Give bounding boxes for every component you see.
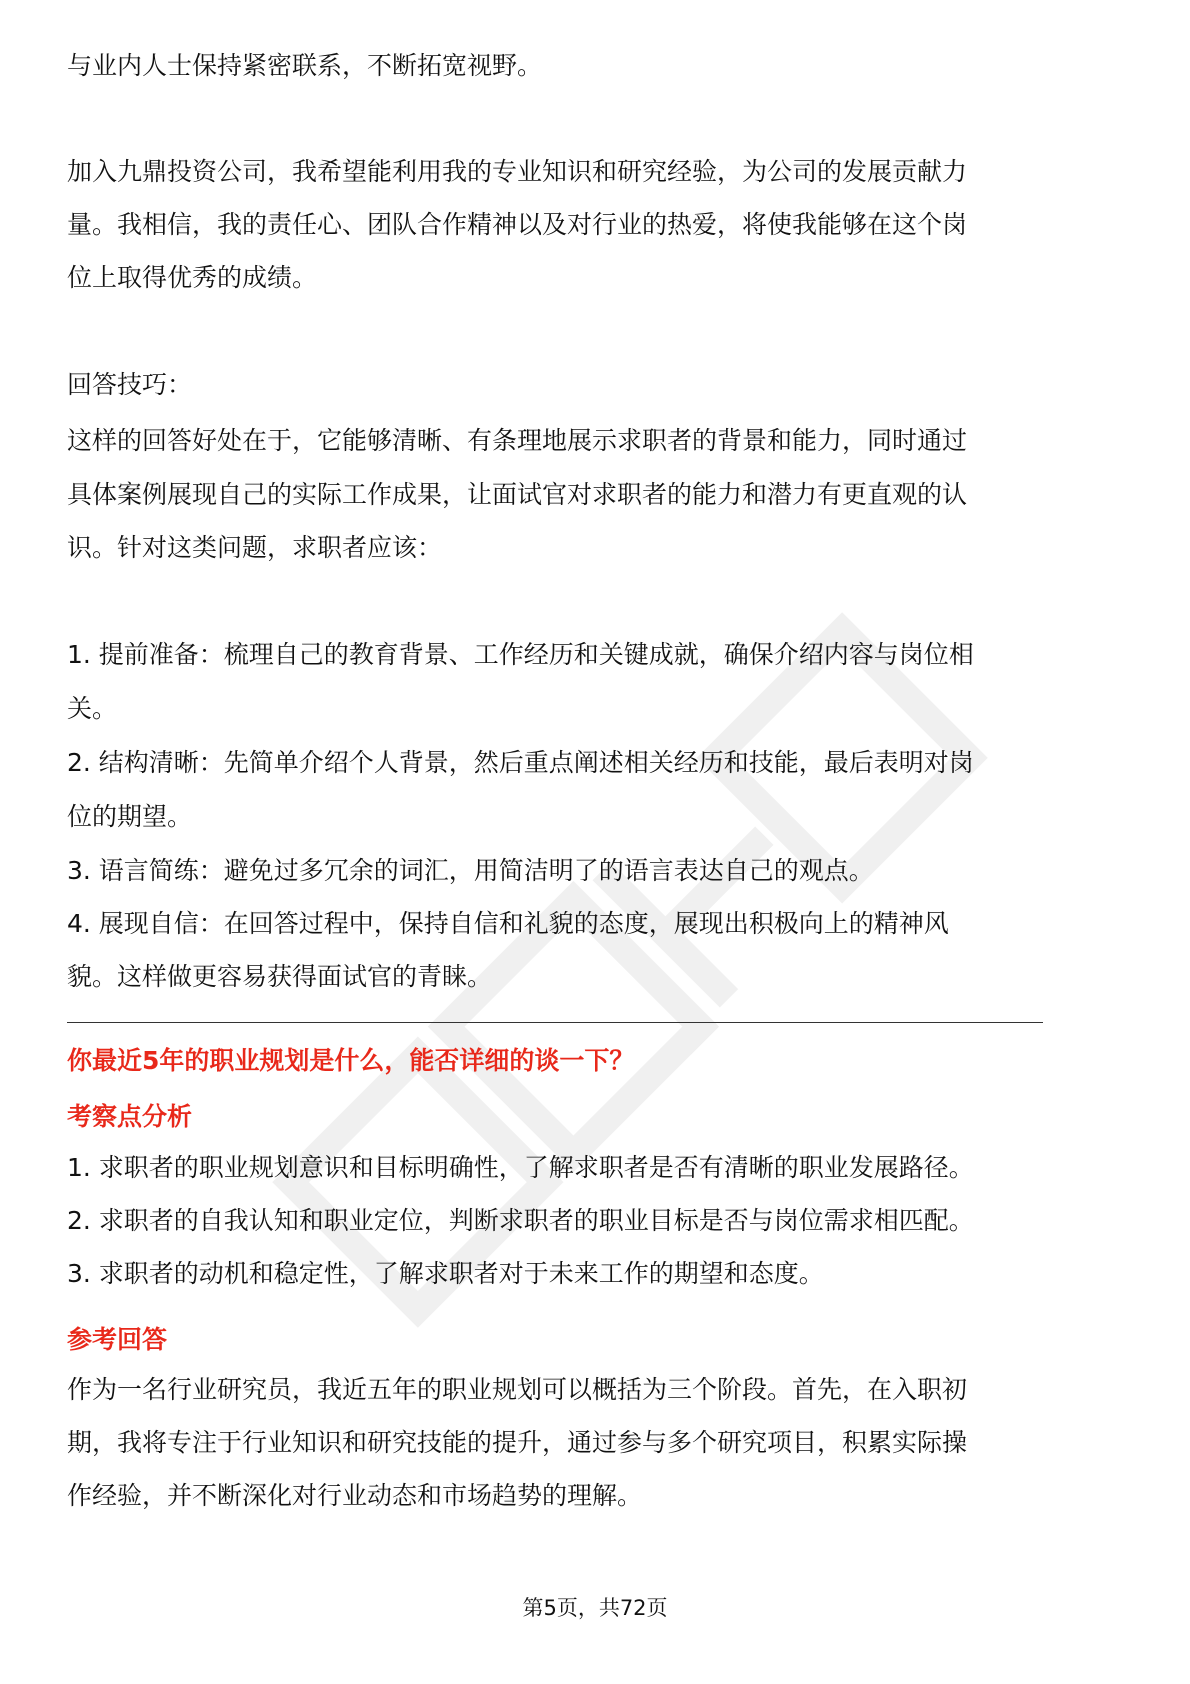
list-item: 2. 结构清晰：先简单介绍个人背景，然后重点阐述相关经历和技能，最后表明对岗 (67, 748, 974, 777)
paragraph-line: 位上取得优秀的成绩。 (67, 263, 318, 292)
list-item: 1. 提前准备：梳理自己的教育背景、工作经历和关键成就，确保介绍内容与岗位相 (67, 640, 974, 669)
paragraph-line: 量。我相信，我的责任心、团队合作精神以及对行业的热爱，将使我能够在这个岗 (67, 210, 968, 239)
answer-title: 参考回答 (67, 1325, 168, 1354)
analysis-title: 考察点分析 (67, 1102, 193, 1131)
list-item: 关。 (67, 694, 118, 723)
paragraph-line: 识。针对这类问题，求职者应该： (67, 533, 443, 562)
paragraph-line: 加入九鼎投资公司，我希望能利用我的专业知识和研究经验，为公司的发展贡献力 (67, 157, 968, 186)
paragraph-line: 具体案例展现自己的实际工作成果，让面试官对求职者的能力和潜力有更直观的认 (67, 480, 968, 509)
list-item: 3. 语言简练：避免过多冗余的词汇，用简洁明了的语言表达自己的观点。 (67, 856, 874, 885)
question-title: 你最近5年的职业规划是什么，能否详细的谈一下？ (67, 1046, 635, 1075)
list-item: 4. 展现自信：在回答过程中，保持自信和礼貌的态度，展现出积极向上的精神风 (67, 909, 949, 938)
answer-line: 作为一名行业研究员，我近五年的职业规划可以概括为三个阶段。首先，在入职初 (67, 1375, 968, 1404)
analysis-item: 2. 求职者的自我认知和职业定位，判断求职者的职业目标是否与岗位需求相匹配。 (67, 1206, 974, 1235)
list-item: 貌。这样做更容易获得面试官的青睐。 (67, 962, 493, 991)
paragraph-line: 与业内人士保持紧密联系，不断拓宽视野。 (67, 51, 543, 80)
page-number: 第5页，共72页 (522, 1596, 668, 1620)
answer-line: 作经验，并不断深化对行业动态和市场趋势的理解。 (67, 1481, 643, 1510)
analysis-item: 1. 求职者的职业规划意识和目标明确性，了解求职者是否有清晰的职业发展路径。 (67, 1153, 974, 1182)
answer-line: 期，我将专注于行业知识和研究技能的提升，通过参与多个研究项目，积累实际操 (67, 1428, 968, 1457)
tips-title: 回答技巧： (67, 370, 193, 399)
list-item: 位的期望。 (67, 802, 193, 831)
paragraph-line: 这样的回答好处在于，它能够清晰、有条理地展示求职者的背景和能力，同时通过 (67, 426, 968, 455)
analysis-item: 3. 求职者的动机和稳定性，了解求职者对于未来工作的期望和态度。 (67, 1259, 824, 1288)
section-divider (67, 1022, 1043, 1023)
